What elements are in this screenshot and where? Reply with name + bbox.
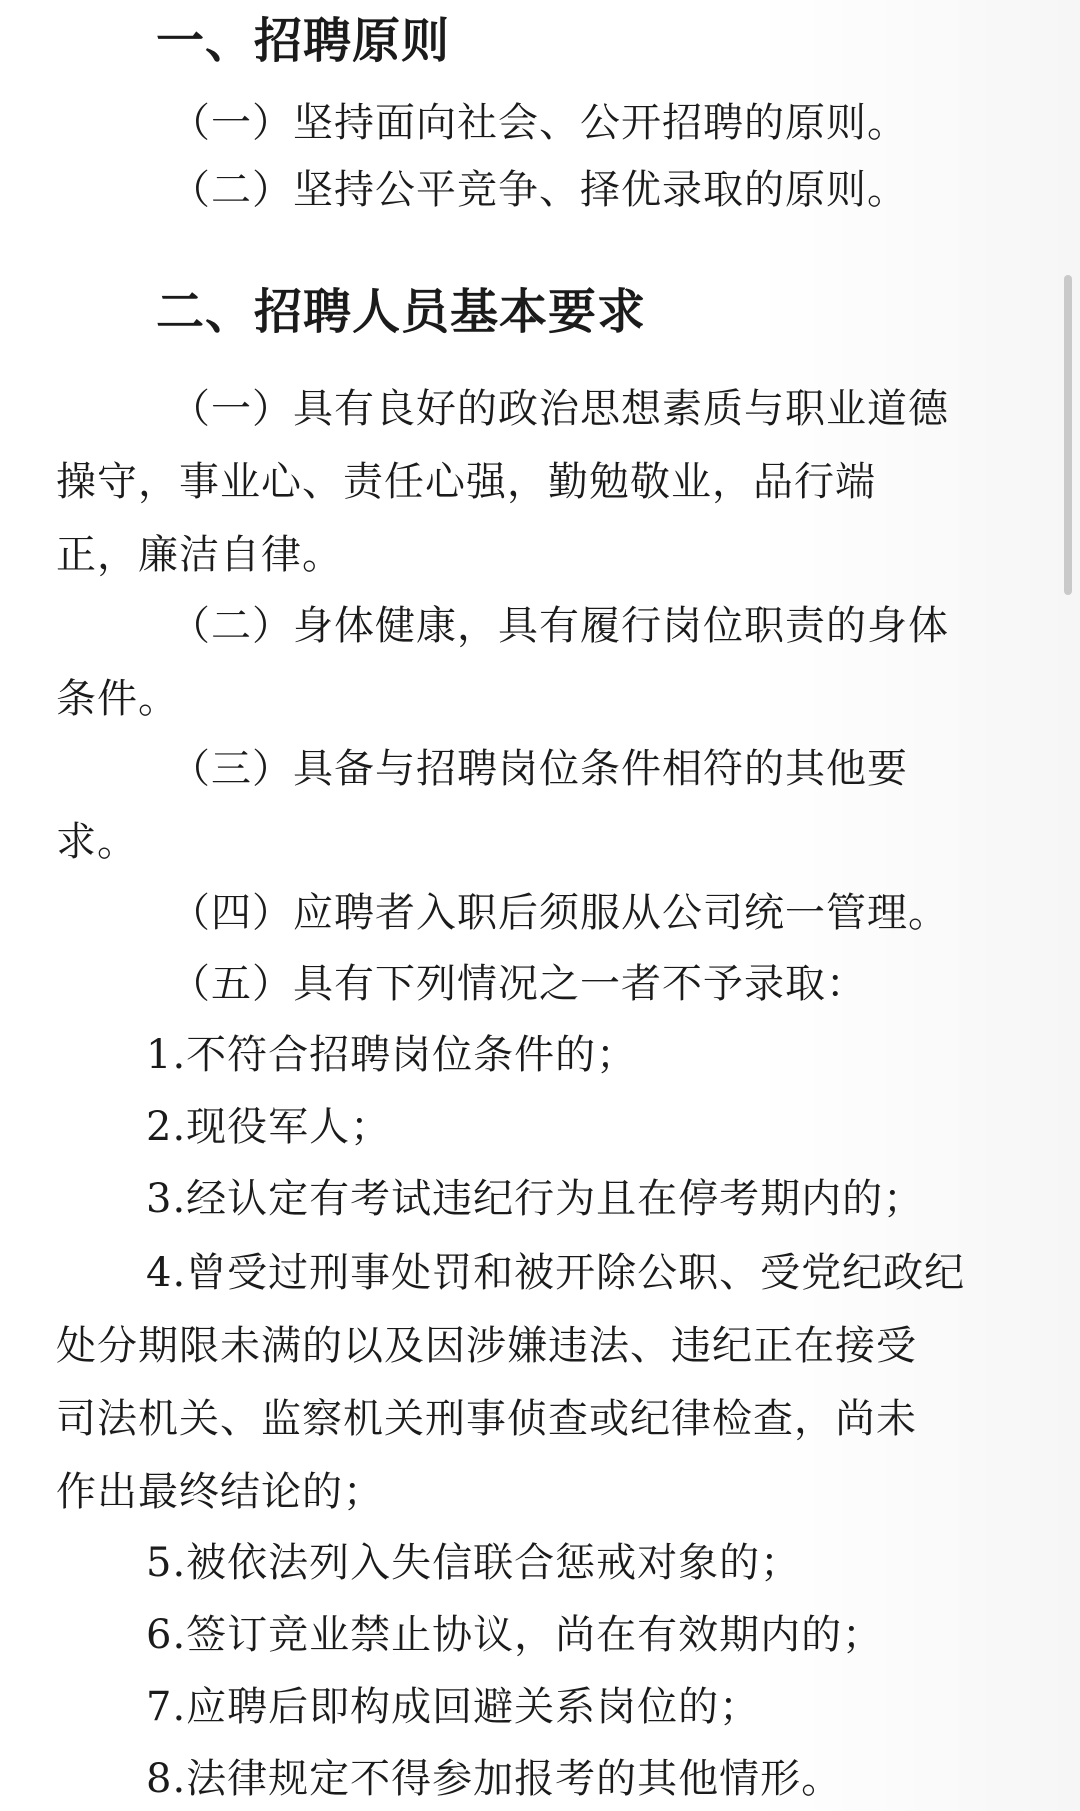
requirement-line: （五）具有下列情况之一者不予录取：: [170, 961, 867, 1007]
exclusion-item-continued: 司法机关、监察机关刑事侦查或纪律检查，尚未: [56, 1396, 917, 1442]
exclusion-item: 5.被依法列入失信联合惩戒对象的；: [146, 1540, 802, 1586]
vertical-scrollbar[interactable]: [1064, 275, 1072, 595]
exclusion-item: 7.应聘后即构成回避关系岗位的；: [146, 1684, 761, 1730]
requirement-line: 操守，事业心、责任心强，勤勉敬业，品行端: [56, 459, 876, 505]
section-heading-requirements: 二、招聘人员基本要求: [156, 284, 647, 340]
requirement-line: （二）身体健康，具有履行岗位职责的身体: [170, 603, 949, 649]
principle-item: （二）坚持公平竞争、择优录取的原则。: [170, 167, 908, 213]
requirement-line: 正，廉洁自律。: [56, 532, 343, 578]
requirement-line: （一）具有良好的政治思想素质与职业道德: [170, 386, 949, 432]
exclusion-item: 1.不符合招聘岗位条件的；: [146, 1032, 638, 1078]
requirement-line: 条件。: [56, 676, 179, 722]
exclusion-item: 8.法律规定不得参加报考的其他情形。: [146, 1756, 843, 1802]
exclusion-item: 4.曾受过刑事处罚和被开除公职、受党纪政纪: [146, 1250, 966, 1296]
exclusion-item-continued: 作出最终结论的；: [56, 1469, 384, 1515]
principle-item: （一）坚持面向社会、公开招聘的原则。: [170, 100, 908, 146]
requirement-line: （三）具备与招聘岗位条件相符的其他要: [170, 746, 908, 792]
exclusion-item-continued: 处分期限未满的以及因涉嫌违法、违纪正在接受: [56, 1323, 917, 1369]
requirement-line: 求。: [56, 819, 138, 865]
exclusion-item: 3.经认定有考试违纪行为且在停考期内的；: [146, 1176, 925, 1222]
exclusion-item: 6.签订竞业禁止协议，尚在有效期内的；: [146, 1612, 884, 1658]
section-heading-principles: 一、招聘原则: [156, 13, 451, 69]
requirement-line: （四）应聘者入职后须服从公司统一管理。: [170, 890, 949, 936]
exclusion-item: 2.现役军人；: [146, 1104, 392, 1150]
